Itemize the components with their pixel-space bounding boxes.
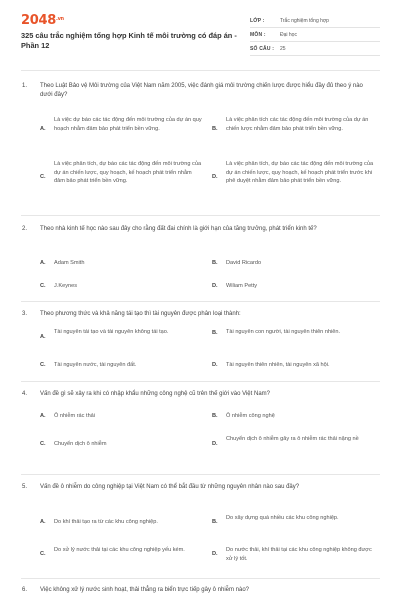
option-text: J.Keynes xyxy=(54,283,78,289)
option-text: Ô nhiễm công nghệ xyxy=(226,413,275,419)
option-letter: D. xyxy=(212,441,218,447)
question-text: Vấn đề gì sẽ xảy ra khi có nhập khẩu những công nghệ cũ trên thế giới vào Việt Nam? xyxy=(40,391,270,397)
document-meta xyxy=(250,14,380,56)
brand-suffix: .vn xyxy=(55,16,64,22)
meta-row-count xyxy=(250,42,380,56)
document-title: 325 câu trắc nghiệm tổng hợp Kinh tế môi trường có đáp án - Phần 12 xyxy=(21,31,237,50)
meta-row-class xyxy=(250,14,380,28)
option-text: Là việc dự báo các tác động đến môi trường của dự án quy hoạch nhằm đảm bảo phát triển bền vững. xyxy=(54,117,202,132)
page-header xyxy=(0,0,400,62)
question-6 xyxy=(0,578,400,600)
option-letter: B. xyxy=(212,413,218,419)
option-text: Chuyển dịch ô nhiễm gây ra ô nhiễm rác thải nặng nề xyxy=(226,436,359,442)
question-4 xyxy=(0,381,400,474)
option-letter: A. xyxy=(40,413,46,419)
meta-value: Trắc nghiệm tổng hợp xyxy=(280,17,329,24)
question-2 xyxy=(0,215,400,301)
question-number: 5. xyxy=(22,484,28,490)
option-text: Ô nhiễm rác thải xyxy=(54,413,96,419)
option-letter: A. xyxy=(40,260,46,266)
meta-label: LỚP : xyxy=(250,17,265,24)
option-text: Là việc phân tích các tác động đến môi trường của dự án chiến lược nhằm đảm bảo phát triển bền vững. xyxy=(226,117,369,132)
brand-name: 2048 xyxy=(21,13,56,28)
option-text: Do xử lý nước thải tại các khu công nghiệp yếu kém. xyxy=(54,547,185,553)
meta-value: 25 xyxy=(280,45,286,52)
option-letter: A. xyxy=(40,334,46,340)
divider xyxy=(21,70,380,71)
question-1 xyxy=(0,70,400,216)
question-number: 2. xyxy=(22,226,28,232)
divider xyxy=(21,381,380,382)
option-text: David Ricardo xyxy=(226,260,262,266)
option-letter: C. xyxy=(40,283,46,289)
option-letter: B. xyxy=(212,260,218,266)
option-text: Wiliam Petty xyxy=(226,283,258,289)
meta-row-subject xyxy=(250,28,380,42)
option-text: Adam Smith xyxy=(54,260,85,266)
option-letter: A. xyxy=(40,519,46,525)
question-number: 6. xyxy=(22,587,28,593)
option-letter: D. xyxy=(212,551,218,557)
divider xyxy=(21,578,380,579)
meta-value: Đại học xyxy=(280,31,297,38)
option-text: Là việc phân tích, dự báo các tác động đến môi trường của dự án chiến lược, quy hoạch, kế hoạch phát triển nhằm đảm bảo phát triển bền vững. xyxy=(54,161,202,184)
option-text: Do nước thải, khí thải tại các khu công nghiệp không được xử lý tốt. xyxy=(226,547,372,562)
meta-label: MÔN : xyxy=(250,31,266,38)
meta-label: SỐ CÂU : xyxy=(250,45,275,52)
option-letter: D. xyxy=(212,283,218,289)
option-letter: C. xyxy=(40,362,46,368)
option-letter: C. xyxy=(40,441,46,447)
option-letter: C. xyxy=(40,551,46,557)
divider xyxy=(21,215,380,216)
divider xyxy=(21,301,380,302)
question-text: Việc không xử lý nước sinh hoạt, thải thẳng ra biển trực tiếp gây ô nhiễm nào? xyxy=(40,587,249,593)
question-text: Theo Luật Bảo vệ Môi trường của Việt Nam năm 2005, việc đánh giá môi trường chiến lược được hiểu đầy đủ theo ý nào dưới đây? xyxy=(40,83,363,98)
brand-logo[interactable] xyxy=(21,13,64,28)
option-letter: B. xyxy=(212,126,218,132)
question-text: Theo phương thức và khả năng tái tạo thì tài nguyên được phân loại thành: xyxy=(40,311,241,317)
option-letter: D. xyxy=(212,174,218,180)
option-text: Tài nguyên tái tạo và tài nguyên không tái tạo. xyxy=(54,329,169,335)
question-number: 4. xyxy=(22,391,28,397)
option-text: Do xây dựng quá nhiều các khu công nghiệp. xyxy=(226,515,339,521)
option-text: Tài nguyên thiên nhiên, tài nguyên xã hội. xyxy=(226,362,330,368)
option-text: Do khí thải tạo ra từ các khu công nghiệp. xyxy=(54,519,158,525)
option-letter: B. xyxy=(212,519,218,525)
option-text: Tài nguyên nước, tài nguyên đất. xyxy=(54,362,137,368)
question-5 xyxy=(0,474,400,578)
option-letter: B. xyxy=(212,330,218,336)
question-text: Vấn đề ô nhiễm do công nghiệp tại Việt Nam có thể bắt đầu từ những nguyên nhân nào sau đây? xyxy=(40,484,300,490)
option-letter: D. xyxy=(212,362,218,368)
question-3 xyxy=(0,301,400,381)
option-letter: C. xyxy=(40,174,46,180)
question-number: 1. xyxy=(22,83,28,89)
option-text: Chuyển dịch ô nhiễm xyxy=(54,441,107,447)
option-text: Là việc phân tích, dự báo các tác động đến môi trường của dự án chiến lược, quy hoạch, kế hoạch phát triển trước khi phê duyệt nhằm đảm bảo phát triển bền vững. xyxy=(226,161,374,184)
option-letter: A. xyxy=(40,126,46,132)
question-number: 3. xyxy=(22,311,28,317)
option-text: Tài nguyên con người, tài nguyên thiên nhiên. xyxy=(226,329,341,335)
divider xyxy=(21,474,380,475)
question-text: Theo nhà kinh tế học nào sau đây cho rằng đất đai chính là giới hạn của tăng trưởng, phát triển kinh tế? xyxy=(40,226,317,232)
